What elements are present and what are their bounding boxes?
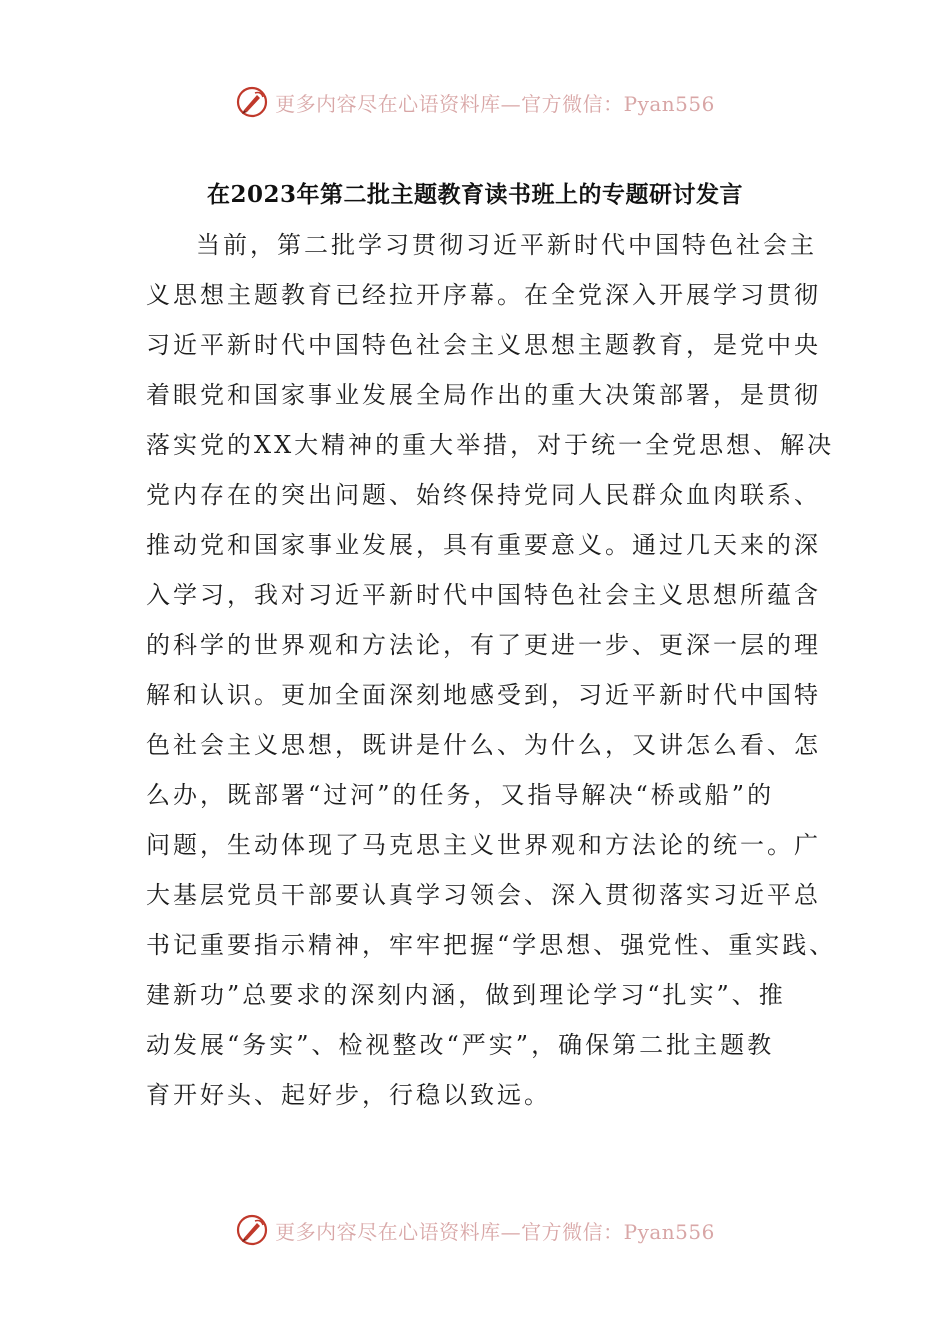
watermark-text: 更多内容尽在心语资料库—官方微信：Pyan556 xyxy=(275,91,715,116)
body-line: 色社会主义思想，既讲是什么、为什么，又讲怎么看、怎 xyxy=(146,731,821,759)
body-line: 大基层党员干部要认真学习领会、深入贯彻落实习近平总 xyxy=(146,881,821,909)
body-line: 书记重要指示精神，牢牢把握“学思想、强党性、重实践、 xyxy=(146,931,837,959)
body-line: 义思想主题教育已经拉开序幕。在全党深入开展学习贯彻 xyxy=(146,281,821,309)
pen-logo-icon xyxy=(235,1213,269,1247)
pen-logo-icon xyxy=(235,85,269,119)
body-line: 育开好头、起好步，行稳以致远。 xyxy=(146,1081,551,1109)
body-line: 建新功”总要求的深刻内涵，做到理论学习“扎实”、推 xyxy=(146,981,786,1009)
body-line: 推动党和国家事业发展，具有重要意义。通过几天来的深 xyxy=(146,531,821,559)
body-line: 落实党的XX大精神的重大举措，对于统一全党思想、解决 xyxy=(146,431,835,459)
body-line: 当前，第二批学习贯彻习近平新时代中国特色社会主 xyxy=(196,231,817,259)
header-watermark xyxy=(0,82,950,122)
body-line: 习近平新时代中国特色社会主义思想主题教育，是党中央 xyxy=(146,331,821,359)
body-line: 解和认识。更加全面深刻地感受到，习近平新时代中国特 xyxy=(146,681,821,709)
watermark-text: 更多内容尽在心语资料库—官方微信：Pyan556 xyxy=(275,1219,715,1244)
body-line: 问题，生动体现了马克思主义世界观和方法论的统一。广 xyxy=(146,831,821,859)
document-title: 在2023年第二批主题教育读书班上的专题研讨发言 xyxy=(206,181,743,208)
body-line: 的科学的世界观和方法论，有了更进一步、更深一层的理 xyxy=(146,631,821,659)
body-line: 党内存在的突出问题、始终保持党同人民群众血肉联系、 xyxy=(146,481,821,509)
body-line: 入学习，我对习近平新时代中国特色社会主义思想所蕴含 xyxy=(146,581,821,609)
footer-watermark xyxy=(0,1210,950,1250)
body-line: 着眼党和国家事业发展全局作出的重大决策部署，是贯彻 xyxy=(146,381,821,409)
body-line: 动发展“务实”、检视整改“严实”，确保第二批主题教 xyxy=(146,1031,775,1059)
body-line: 么办，既部署“过河”的任务，又指导解决“桥或船”的 xyxy=(146,781,775,809)
